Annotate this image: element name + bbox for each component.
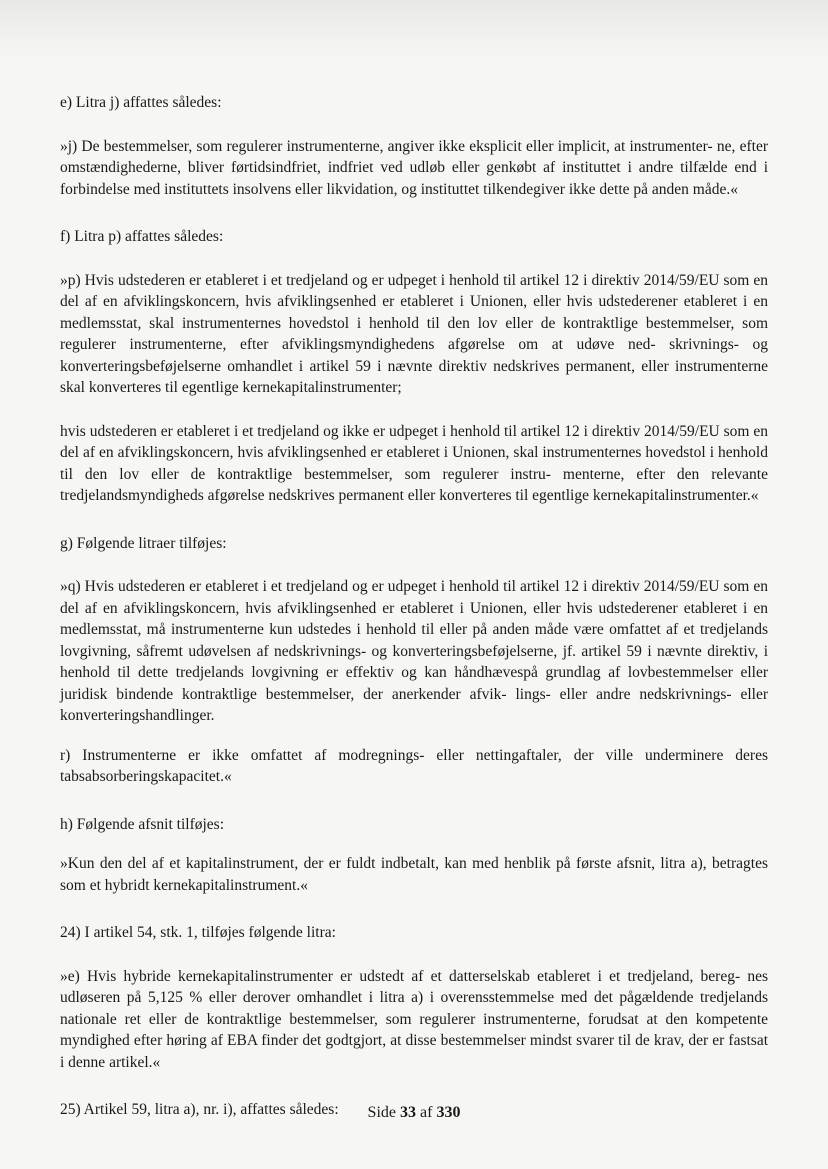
page-number: 33 [400,1104,416,1121]
item-24-heading: 24) I artikel 54, stk. 1, tilføjes følgende litra: [60,924,336,941]
page-total: 330 [436,1104,461,1121]
scan-shadow [0,0,828,60]
item-h-heading: h) Følgende afsnit tilføjes: [60,815,225,833]
item-f-text-2: hvis udstederen er etableret i et tredjeland og ikke er udpeget i henhold til artikel 12 i direktiv 2014/59/EU som en del af en afviklingskoncern, hvis afviklingsenhed er etableret i Unionen, skal instrumenternes hovedstol i henhold til den lov eller de kontraktlige bestemmelser, som regulerer instru- menterne, efter den relevante tredjelandsmyndigheds afgørelse nedskrives permanent eller konverteres til egentlige kernekapitalinstrumenter.« [60,422,768,504]
item-f-text-1: »p) Hvis udstederen er etableret i et tredjeland og er udpeget i henhold til artikel 12 i direktiv 2014/59/EU som en del af en afviklingskoncern, hvis afviklingsenhed er etableret i Unionen, eller hvis udstederener etableret i en medlemsstat, skal instrumenternes hovedstol i henhold til den lov eller de kontraktlige bestemmelser, som regulerer instrumenterne, efter afviklingsmyndighedens afgørelse om at udøve ned- skrivnings- og konverteringsbeføjelserne omhandlet i artikel 59 i nævnte direktiv nedskrives permanent, eller instrumenterne skal konverteres til egentlige kernekapitalinstrumenter; [60,271,768,396]
page-footer [0,1104,828,1122]
footer-prefix: Side [367,1104,400,1121]
footer-middle: af [416,1104,437,1121]
item-e-text: »j) De bestemmelser, som regulerer instrumenterne, angiver ikke eksplicit eller implicit, at instrumenter- ne, efter omstændighederne, bliver førtidsindfriet, indfriet ved udløb eller genkøbt af instituttet i andre tilfælde end i forbindelse med instituttets insolvens eller likvidation, og instituttet tilkendegiver ikke dette på anden måde.« [60,137,768,198]
item-f-heading: f) Litra p) affattes således: [60,228,224,245]
item-24-text: »e) Hvis hybride kernekapitalinstrumenter er udstedt af et datterselskab etableret i et tredjeland, bereg- nes udløseren på 5,125 % eller derover omhandlet i litra a) i overensstemmelse med det pågældende tredjelands nationale ret eller de kontraktlige bestemmelser, som regulerer instrumenterne, forudsat at den kompetente myndighed efter høring af EBA finder det godtgjort, at disse bestemmelser mindst svarer til de krav, der er fastsat i denne artikel.« [60,967,768,1071]
item-h-text: »Kun den del af et kapitalinstrument, der er fuldt indbetalt, kan med henblik på første afsnit, litra a), betragtes som et hybridt kernekapitalinstrument.« [60,855,768,894]
item-g-text-2: r) Instrumenterne er ikke omfattet af modregnings- eller nettingaftaler, der ville underminere deres tabsabsorberingskapacitet.« [60,746,768,785]
item-25-heading: 25) Artikel 59, litra a), nr. i), affattes således: [60,1101,339,1118]
item-g-text-1: »q) Hvis udstederen er etableret i et tredjeland og er udpeget i henhold til artikel 12 i direktiv 2014/59/EU som en del af en afviklingskoncern, hvis afviklingsenhed er etableret i Unionen, eller hvis udstederener etableret i en medlemsstat, må instrumenterne kun udstedes i henhold til eller på anden måde være omfattet af et tredjelands lovgivning, såfremt udøvelsen af nedskrivnings- og konverteringsbeføjelserne, jf. artikel 59 i nævnte direktiv, i henhold til dette tredjelands lovgivning er effektiv og kan håndhævespå grundlag af lovbestemmelser eller juridisk bindende kontraktlige bestemmelser, der anerkender afvik- lings- eller andre nedskrivnings- eller konverteringshandlinger. [60,578,768,724]
document-body [60,92,768,1121]
item-g-heading: g) Følgende litraer tilføjes: [60,534,227,552]
item-e-heading: e) Litra j) affattes således: [60,94,222,111]
